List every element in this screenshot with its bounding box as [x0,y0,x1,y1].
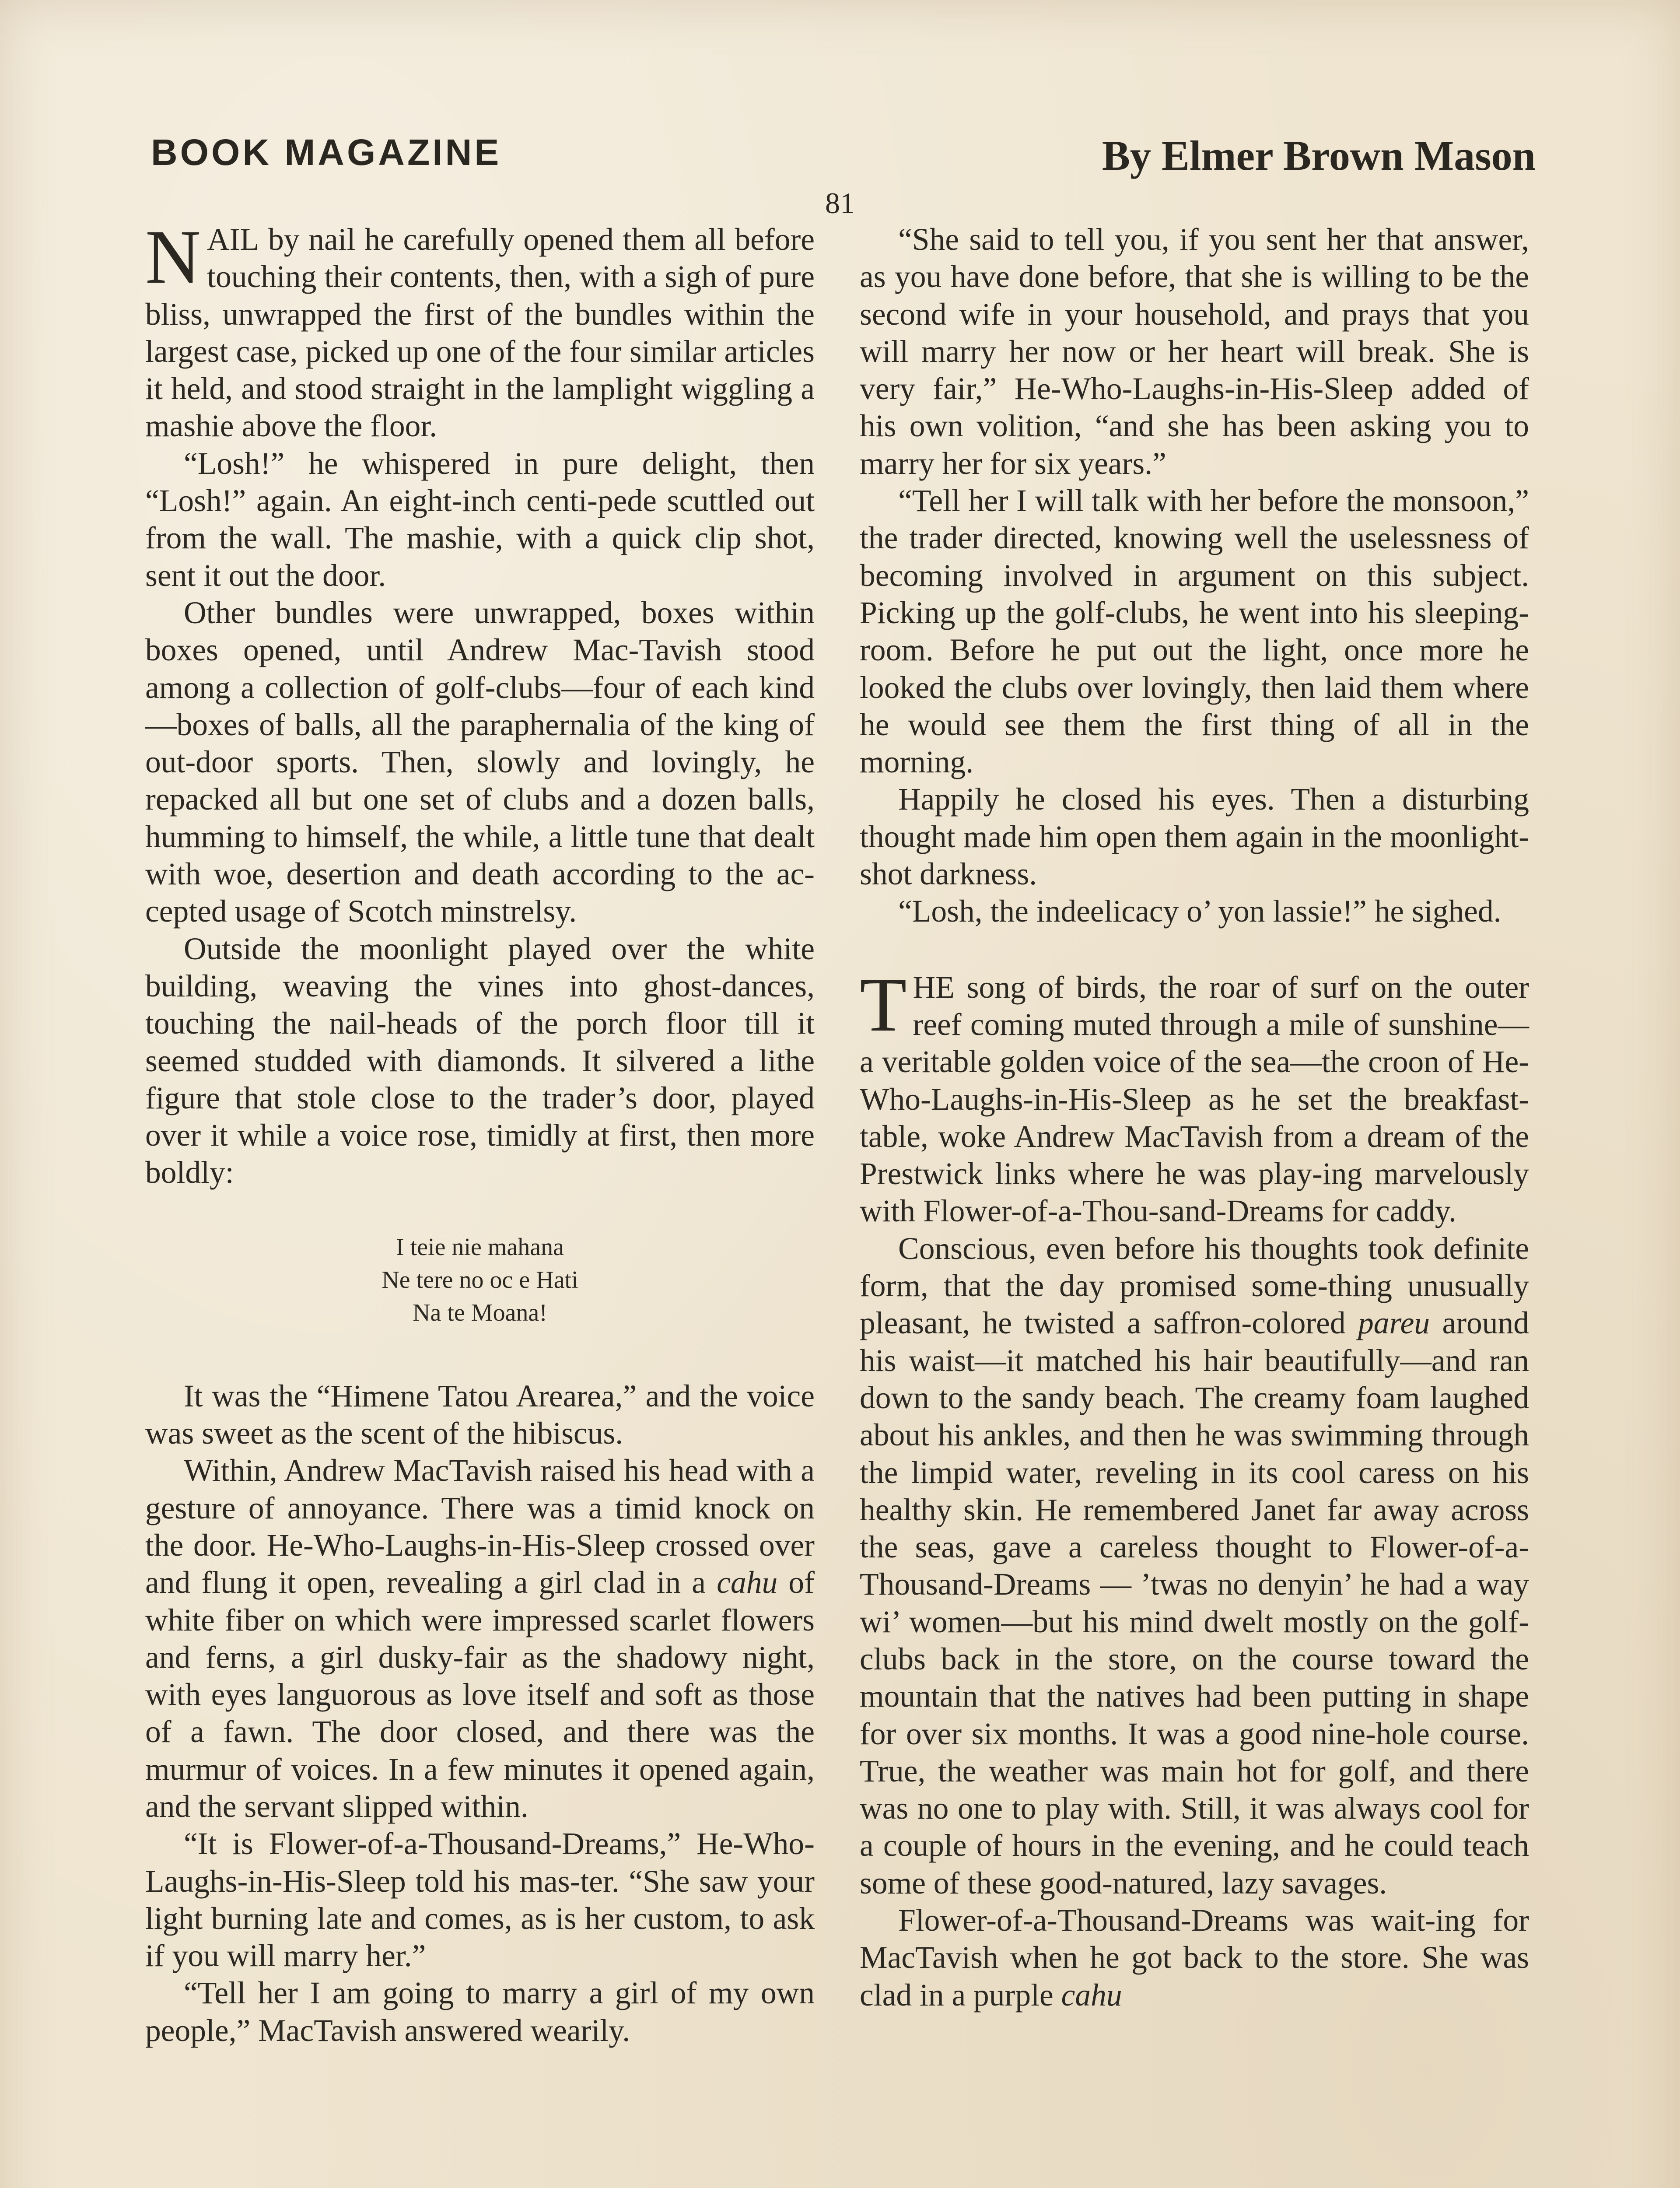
opening-smallcaps: AIL [207,222,259,257]
paragraph: “She said to tell you, if you sent her that answer, as you have done before, that she is willing to be the second wife in your household, and prays that you will marry her now or her heart will break. She is very fair,” He-Who-Laughs-in-His-Sleep added of his own volition, “and she has been asking you to marry her for six years.” [860,222,1529,481]
right-column [860,221,1529,2014]
paragraph-text: of white fiber on which were impressed scarlet flowers and ferns, a girl dusky-fair as the shadowy night, with eyes languorous as love itself and soft as those of a fawn. The door closed, and there was the murmur of voices. In a few minutes it opened again, and the servant slipped within. [145,1565,815,1824]
verse-line: Na te Moana! [413,1299,547,1326]
section-opening-paragraph [860,962,1529,1230]
paragraph: Outside the moonlight played over the white building, weaving the vines into ghost-dances, touching the nail-heads of the porch floor till it seemed studded with diamonds. It silvered a lithe figure that stole close to the trader’s door, played over it while a voice rose, timidly at first, then more boldly: [145,931,815,1190]
italic-word: cahu [717,1565,778,1600]
paragraph: “Tell her I will talk with her before the monsoon,” the trader directed, knowing well the uselessness of becoming involved in argument on this subject. Picking up the golf-clubs, he went into his sleeping-room. Before he put out the light, once more he looked the clubs over lovingly, then laid them where he would see them the first thing of all in the morning. [860,484,1529,780]
opening-paragraph [145,214,815,445]
paragraph: “Losh!” he whispered in pure delight, then “Losh!” again. An eight-inch centi-pede scuttled out from the wall. The mashie, with a quick clip shot, sent it out the door. [145,446,815,593]
left-column [145,214,815,2049]
paragraph: It was the “Himene Tatou Arearea,” and the voice was sweet as the scent of the hibiscus. [145,1378,815,1451]
song-verse [145,1231,815,1329]
paragraph: “Losh, the indeelicacy o’ yon lassie!” he sighed. [898,894,1502,929]
paragraph: “Tell her I am going to marry a girl of my own people,” MacTavish answered wearily. [145,1976,815,2048]
paragraph-text: Within, Andrew MacTavish raised his head with a gesture of annoyance. There was a timid knock on the door. He-Who-Laughs-in-His-Sleep crossed over and flung it open, revealing a girl clad in a [145,1453,815,1600]
drop-cap: T [860,962,907,1048]
paragraph [145,1452,815,1825]
italic-word: pareu [1358,1306,1430,1341]
opening-smallcaps: HE [913,970,955,1005]
paragraph-text: Conscious, even before his thoughts took definite form, that the day promised some-thing unusually pleasant, he twisted a saffron-colored [860,1231,1529,1341]
drop-cap: N [145,214,201,300]
paragraph-text: Flower-of-a-Thousand-Dreams was wait-ing for MacTavish when he got back to the store. She was clad in a purple [860,1903,1529,2013]
opening-text: song of birds, the roar of surf on the outer reef coming muted through a mile of sunshine—a veritable golden voice of the sea—the croon of He-Who-Laughs-in-His-Sleep as he set the breakfast-table, woke Andrew MacTavish from a dream of the Prestwick links where he was play-ing marvelously with Flower-of-a-Thou-sand-Dreams for caddy. [860,970,1529,1229]
paragraph: Happily he closed his eyes. Then a disturbing thought made him open them again in the moonlight-shot darkness. [860,782,1529,892]
italic-word: cahu [1061,1978,1122,2013]
section-break [860,930,1529,969]
paragraph [860,1902,1529,2014]
verse-line: Ne tere no oc e Hati [382,1266,578,1294]
paragraph: “It is Flower-of-a-Thousand-Dreams,” He-Who-Laughs-in-His-Sleep told his mas-ter. “She saw your light burning late and comes, as is her custom, to ask if you will marry her.” [145,1827,815,1974]
opening-text: by nail he carefully opened them all before touching their contents, then, with a sigh of pure bliss, unwrapped the first of the bundles within the largest case, picked up one of the four similar articles it held, and stood straight in the lamplight wiggling a mashie above the floor. [145,222,815,444]
paragraph: Other bundles were unwrapped, boxes within boxes opened, until Andrew Mac-Tavish stood among a collection of golf-clubs—four of each kind—boxes of balls, all the paraphernalia of the king of out-door sports. Then, slowly and lovingly, he repacked all but one set of clubs and a dozen balls, humming to himself, the while, a little tune that dealt with woe, desertion and death according to the ac-cepted usage of Scotch minstrelsy. [145,595,815,929]
page-number: 81 [825,186,855,220]
paragraph-text: around his waist—it matched his hair beautifully—and ran down to the sandy beach. The creamy foam laughed about his ankles, and then he was swimming through the limpid water, reveling in its cool caress on his healthy skin. He remembered Janet far away across the seas, gave a careless thought to Flower-of-a-Thousand-Dreams — ’twas no denyin’ he had a way wi’ women—but his mind dwelt mostly on the golf-clubs back in the store, on the course toward the mountain that the natives had been putting in shape for over six months. It was a good nine-hole course. True, the weather was main hot for golf, and there was no one to play with. Still, it was always cool for a couple of hours in the evening, and he could teach some of these good-natured, lazy savages. [860,1306,1529,1900]
magazine-title: BOOK MAGAZINE [151,132,502,173]
paragraph [860,1230,1529,1902]
verse-line: I teie nie mahana [396,1233,564,1261]
author-byline: By Elmer Brown Mason [1102,132,1536,179]
